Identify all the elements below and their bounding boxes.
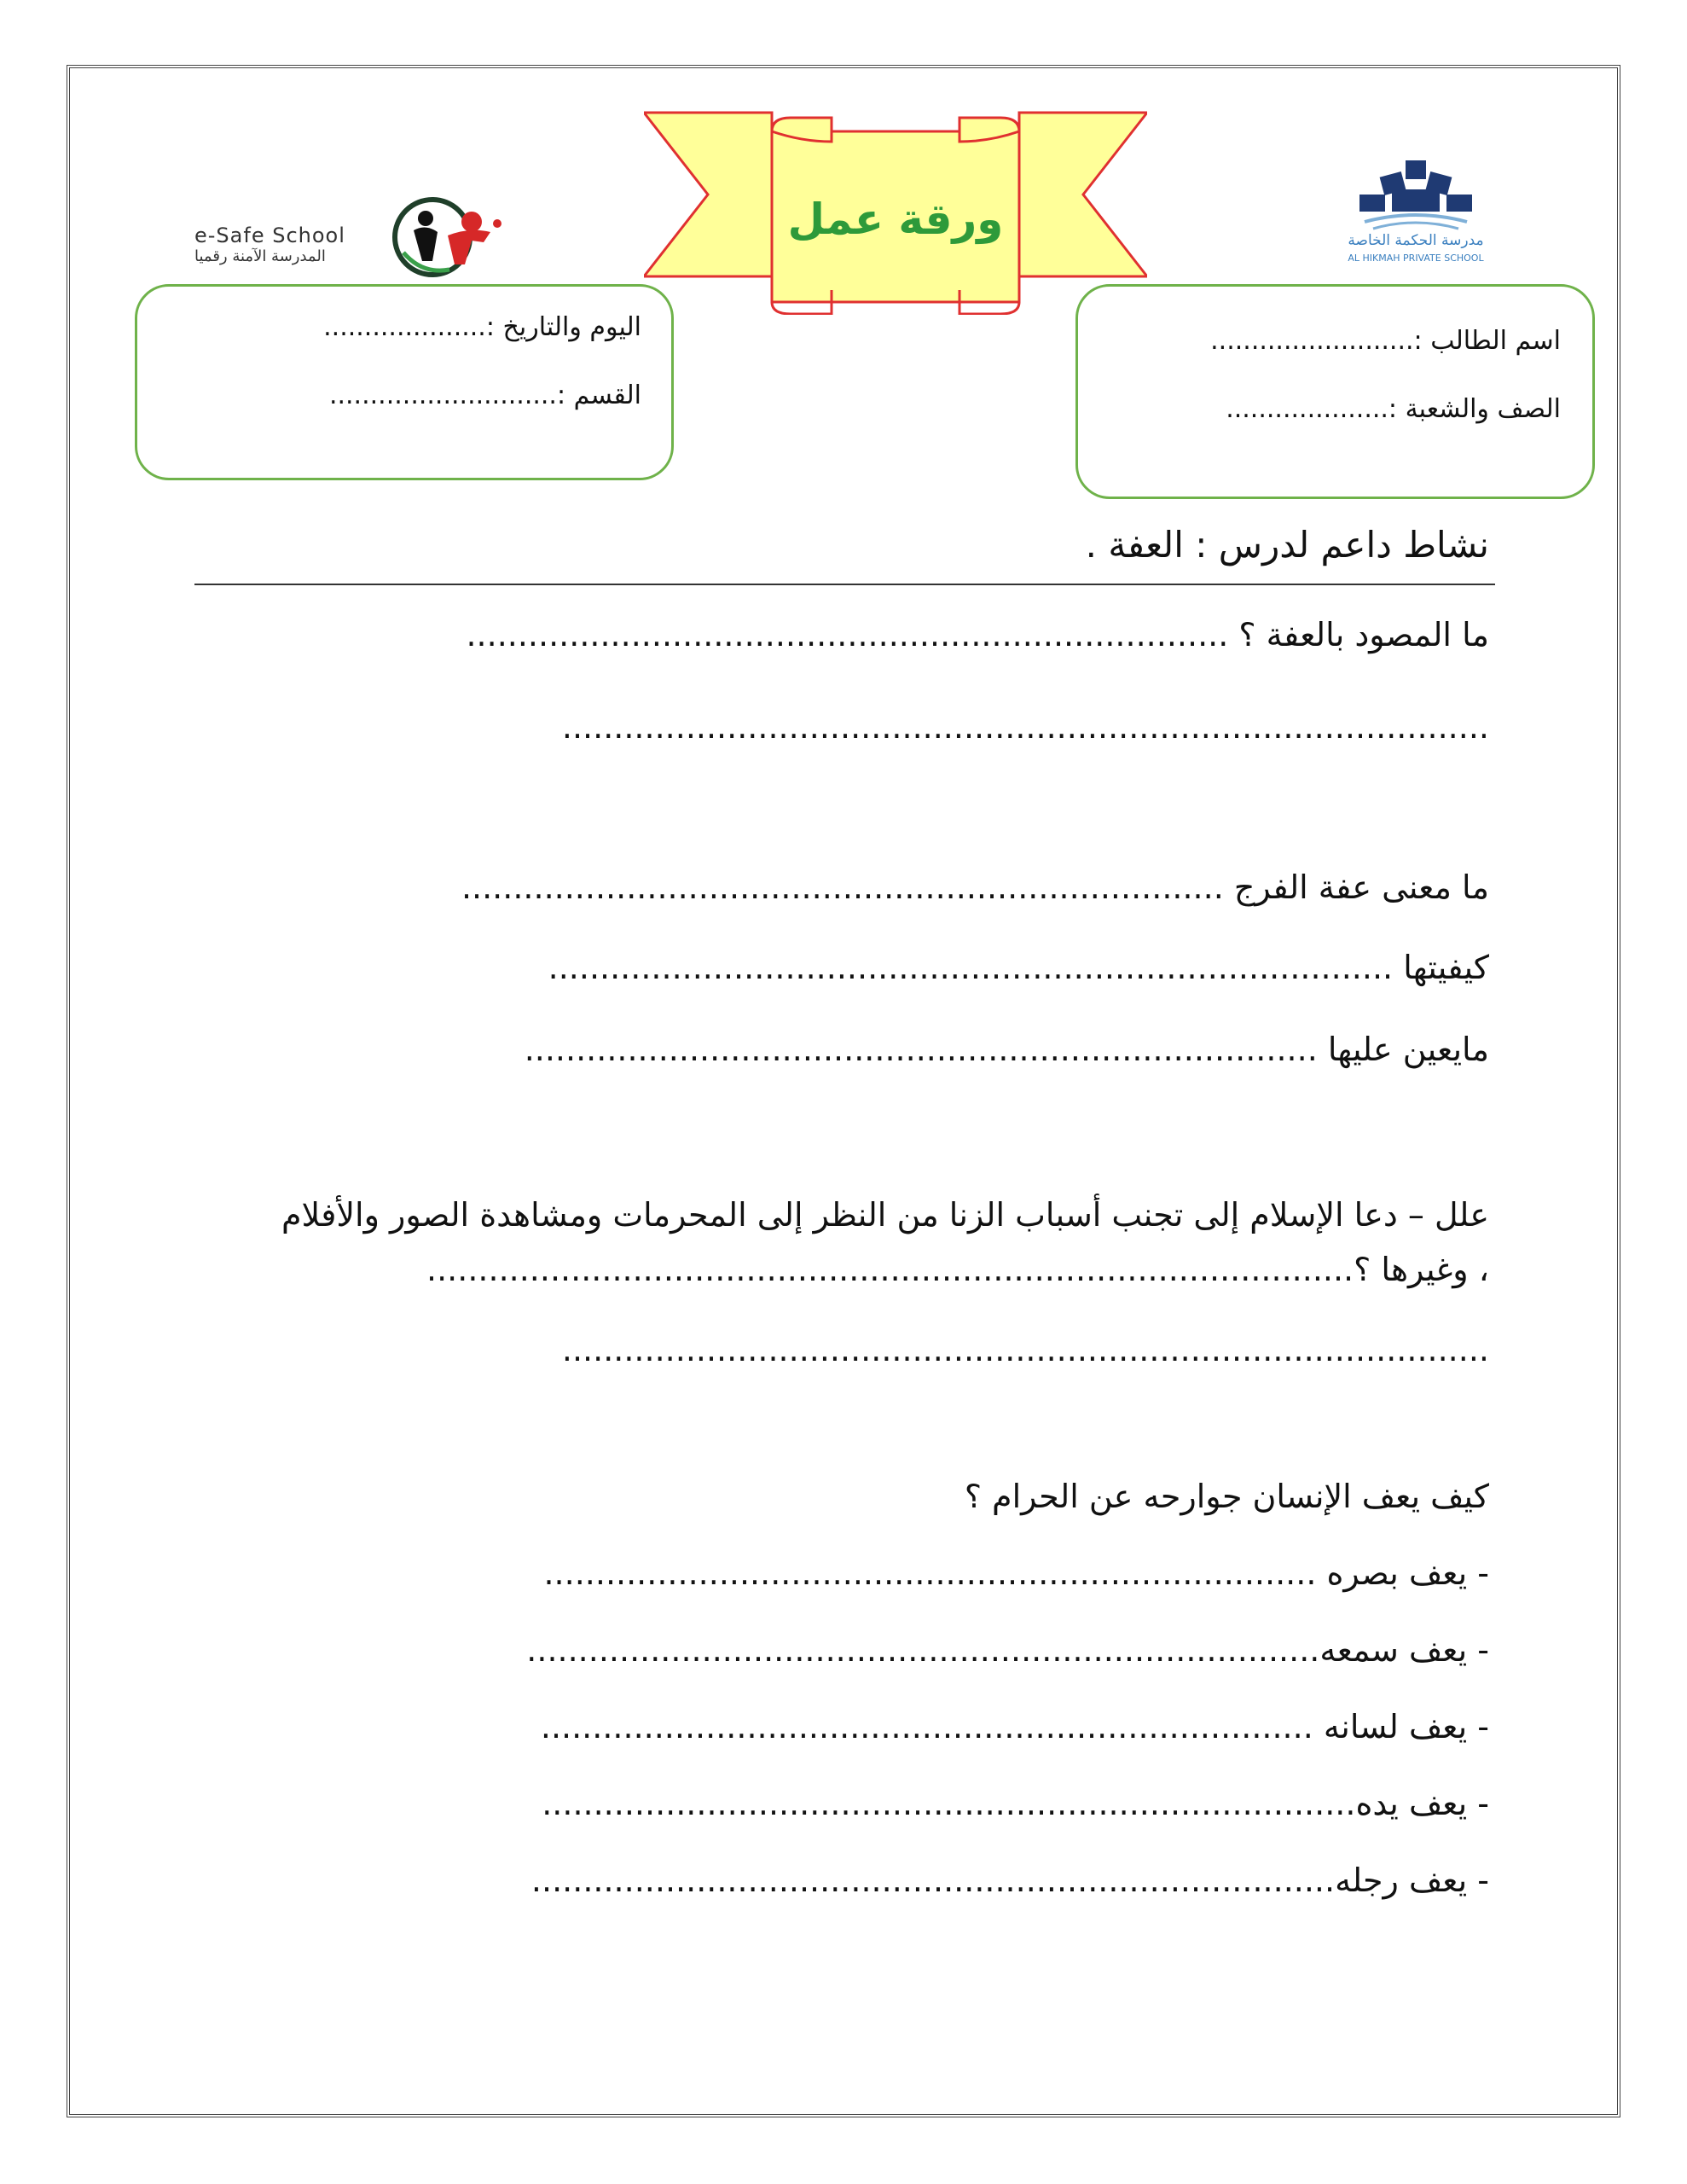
esafe-logo-arabic: المدرسة الآمنة رقميا — [194, 247, 326, 265]
question-2: ما معنى عفة الفرج .......................................................................... — [461, 868, 1489, 906]
question-2-how: كيفيتها .................................................................................. — [548, 949, 1489, 986]
school-name-arabic: مدرسة الحكمة الخاصة — [1348, 232, 1484, 249]
question-4-item: - يعف سمعه............................................................................. — [526, 1631, 1489, 1669]
question-2-help: مايعين عليها ............................................................................. — [524, 1031, 1489, 1068]
student-name-field[interactable]: اسم الطالب :......................... — [1210, 326, 1561, 356]
question-3-line-2: ، وغيرها ؟.......................................................................................... — [426, 1251, 1489, 1288]
banner-title: ورقة عمل — [787, 195, 1004, 244]
class-section-field[interactable]: الصف والشعبة :.................... — [1226, 394, 1561, 424]
question-4: كيف يعف الإنسان جوارحه عن الحرام ؟ — [964, 1478, 1489, 1515]
question-1: ما المصود بالعفة ؟ .......................................................................... — [466, 616, 1489, 653]
day-date-field[interactable]: اليوم والتاريخ :.................... — [323, 312, 641, 342]
question-4-item: - يعف لسانه ........................................................................... — [540, 1708, 1489, 1745]
question-4-item: - يعف بصره ........................................................................... — [543, 1554, 1489, 1592]
answer-line-3[interactable]: .......................................................................................... — [561, 1331, 1489, 1368]
esafe-logo-text: e-Safe School — [194, 224, 345, 247]
school-emblem-icon — [1356, 157, 1475, 232]
question-4-item: - يعف رجله.............................................................................. — [530, 1862, 1489, 1899]
school-name-english: AL HIKMAH PRIVATE SCHOOL — [1348, 253, 1484, 264]
esafe-emblem-icon — [388, 193, 516, 278]
department-field[interactable]: القسم :............................ — [328, 380, 641, 410]
worksheet-heading: نشاط داعم لدرس : العفة . — [1085, 524, 1489, 566]
question-3-line-1: علل – دعا الإسلام إلى تجنب أسباب الزنا من النظر إلى المحرمات ومشاهدة الصور والأفلام — [281, 1196, 1489, 1234]
heading-rule — [194, 584, 1495, 585]
question-4-item: - يعف يده............................................................................... — [542, 1785, 1489, 1822]
student-info-box — [1075, 284, 1595, 499]
answer-line-1[interactable]: .......................................................................................... — [561, 708, 1489, 746]
